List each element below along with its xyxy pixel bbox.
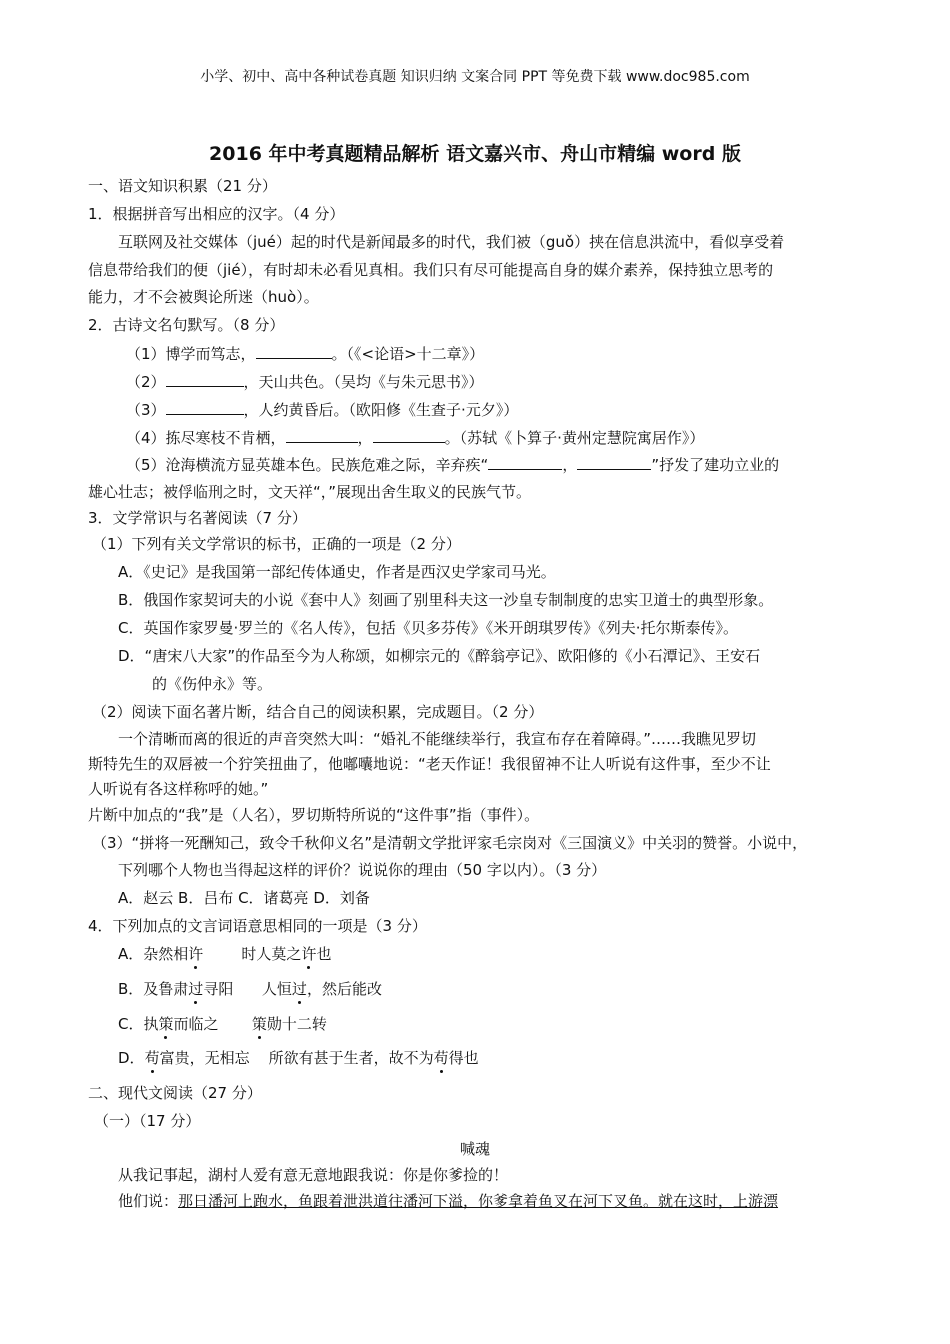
q2-item-text: （5）沧海横流方显英雄本色。民族危难之际，辛弃疾“: [126, 456, 489, 474]
fill-blank[interactable]: [166, 372, 244, 387]
subsection-1-heading: （一）（17 分）: [94, 1112, 201, 1130]
q3-option-a: A．《史记》是我国第一部纪传体通史，作者是西汉史学家司马光。: [118, 563, 556, 581]
dotted-word: 许: [301, 945, 317, 963]
underlined-text: 那日潘河上跑水，鱼跟着泄洪道往潘河下溢，你爹拿着鱼叉在河下叉鱼。就在这时，上游漂: [178, 1192, 779, 1210]
q2-item-5: [126, 455, 779, 474]
q1-heading: 1．根据拼音写出相应的汉字。（4 分）: [88, 205, 345, 223]
q4-text: ，然后能改: [306, 980, 382, 998]
q2-item-2: [126, 372, 484, 391]
fill-blank[interactable]: [286, 428, 358, 443]
dotted-word: 策: [158, 1015, 174, 1033]
q4-text: C．执: [118, 1015, 159, 1033]
page-header: 小学、初中、高中各种试卷真题 知识归纳 文案合同 PPT 等免费下载 www.doc985.com: [200, 69, 750, 85]
q4-option-d: [118, 1049, 479, 1067]
q3-passage-line: 人听说有各这样称呼的她。”: [88, 780, 269, 798]
q2-item-text: ，: [562, 456, 578, 474]
q4-text: D．: [118, 1049, 145, 1067]
q2-heading: 2．古诗文名句默写。（8 分）: [88, 316, 285, 334]
q3-option-b: B．俄国作家契诃夫的小说《套中人》刻画了别里科夫这一沙皇专制制度的忠实卫道士的典型形象。: [118, 591, 774, 609]
q4-text: A．杂然相: [118, 945, 189, 963]
q4-text: 也: [316, 945, 332, 963]
fill-blank[interactable]: [577, 455, 651, 470]
q2-item-4: [126, 428, 704, 447]
q4-option-b: [118, 980, 382, 998]
q2-item-text: （1）博学而笃志，: [126, 345, 256, 363]
fill-blank[interactable]: [488, 455, 562, 470]
dotted-word: 苟: [433, 1049, 449, 1067]
q2-item-text: （4）拣尽寒枝不肯栖，: [126, 429, 286, 447]
q4-option-c: [118, 1015, 327, 1033]
q4-text: 时人莫之: [203, 945, 302, 963]
q3-sub-2: （2）阅读下面名著片断，结合自己的阅读积累，完成题目。（2 分）: [92, 703, 544, 721]
q4-option-a: [118, 945, 331, 963]
q4-text: 而临之: [173, 1015, 252, 1033]
q2-item-text: ，: [357, 429, 373, 447]
article-paragraph: [118, 1192, 778, 1210]
q3-heading: 3．文学常识与名著阅读（7 分）: [88, 509, 307, 527]
dotted-word: 过: [188, 980, 204, 998]
fill-blank[interactable]: [373, 428, 445, 443]
article-paragraph: 从我记事起，湖村人爱有意无意地跟我说：你是你爹捡的！: [118, 1166, 509, 1184]
q3-option-c: C．英国作家罗曼·罗兰的《名人传》，包括《贝多芬传》《米开朗琪罗传》《列夫·托尔斯泰传》。: [118, 619, 739, 637]
q2-item-text: （2）: [126, 373, 166, 391]
q4-text: 勋十二转: [266, 1015, 327, 1033]
q2-item-text: 。（苏轼《卜算子·黄州定慧院寓居作》）: [444, 429, 705, 447]
q3-sub-1: （1）下列有关文学常识的标书，正确的一项是（2 分）: [92, 535, 461, 553]
q3-sub-3: （3）“拼将一死酬知己，致令千秋仰义名”是清朝文学批评家毛宗岗对《三国演义》中关羽的赞誉。小说中，: [92, 834, 808, 852]
article-text: 他们说：: [118, 1192, 179, 1210]
dotted-word: 苟: [144, 1049, 160, 1067]
q1-text-line: 信息带给我们的便（jié），有时却未必看见真相。我们只有尽可能提高自身的媒介素养，保持独立思考的: [88, 261, 774, 279]
q2-item-3: [126, 400, 518, 419]
page-title: 2016 年中考真题精品解析 语文嘉兴市、舟山市精编 word 版: [209, 143, 741, 165]
q2-item-text: （3）: [126, 401, 166, 419]
q2-item-text: 。（《<论语>十二章》）: [331, 345, 485, 363]
q1-text-line: 能力，才不会被舆论所迷（huò）。: [88, 288, 319, 306]
q2-item-text: ，人约黄昏后。（欧阳修《生查子·元夕》）: [243, 401, 519, 419]
section-2-heading: 二、现代文阅读（27 分）: [88, 1084, 262, 1102]
q3-passage-line: 斯特先生的双唇被一个狞笑扭曲了，他嘟囔地说：“老天作证！我很留神不让人听说有这件事，至少不让: [88, 755, 771, 773]
q4-heading: 4．下列加点的文言词语意思相同的一项是（3 分）: [88, 917, 427, 935]
q2-item-5-cont: 雄心壮志；被俘临刑之时，文天祥“，”展现出舍生取义的民族气节。: [88, 483, 532, 501]
q3-option-d-cont: 的《伤仲永》等。: [152, 675, 273, 693]
q3-passage-question: 片断中加点的“我”是（人名），罗切斯特所说的“这件事”指（事件）。: [88, 806, 540, 824]
q2-item-text: ，天山共色。（吴均《与朱元思书》）: [243, 373, 484, 391]
q3-sub-3-cont: 下列哪个人物也当得起这样的评价？说说你的理由（50 字以内）。（3 分）: [118, 861, 607, 879]
q4-text: 富贵，无相忘 所欲有甚于生者，故不为: [159, 1049, 434, 1067]
q2-item-text: ”抒发了建功立业的: [651, 456, 780, 474]
dotted-word: 策: [251, 1015, 267, 1033]
q3-sub-3-options: A．赵云 B．吕布 C．诸葛亮 D．刘备: [118, 889, 370, 907]
fill-blank[interactable]: [166, 400, 244, 415]
q4-text: 寻阳 人恒: [203, 980, 292, 998]
section-1-heading: 一、语文知识积累（21 分）: [88, 177, 277, 195]
q4-text: B．及鲁肃: [118, 980, 189, 998]
q4-text: 得也: [448, 1049, 479, 1067]
q3-passage-line: 一个清晰而离的很近的声音突然大叫：“婚礼不能继续举行，我宣布存在着障碍。”……我瞧见罗切: [118, 730, 757, 748]
q2-item-1: [126, 344, 484, 363]
fill-blank[interactable]: [256, 344, 332, 359]
dotted-word: 许: [188, 945, 204, 963]
dotted-word: 过: [291, 980, 307, 998]
q3-option-d: D．“唐宋八大家”的作品至今为人称颂，如柳宗元的《醉翁亭记》、欧阳修的《小石潭记》、王安石: [118, 647, 761, 665]
article-title: 喊魂: [459, 1140, 490, 1158]
q1-text-line: 互联网及社交媒体（jué）起的时代是新闻最多的时代，我们被（guǒ）挟在信息洪流中，看似享受着: [118, 233, 785, 251]
